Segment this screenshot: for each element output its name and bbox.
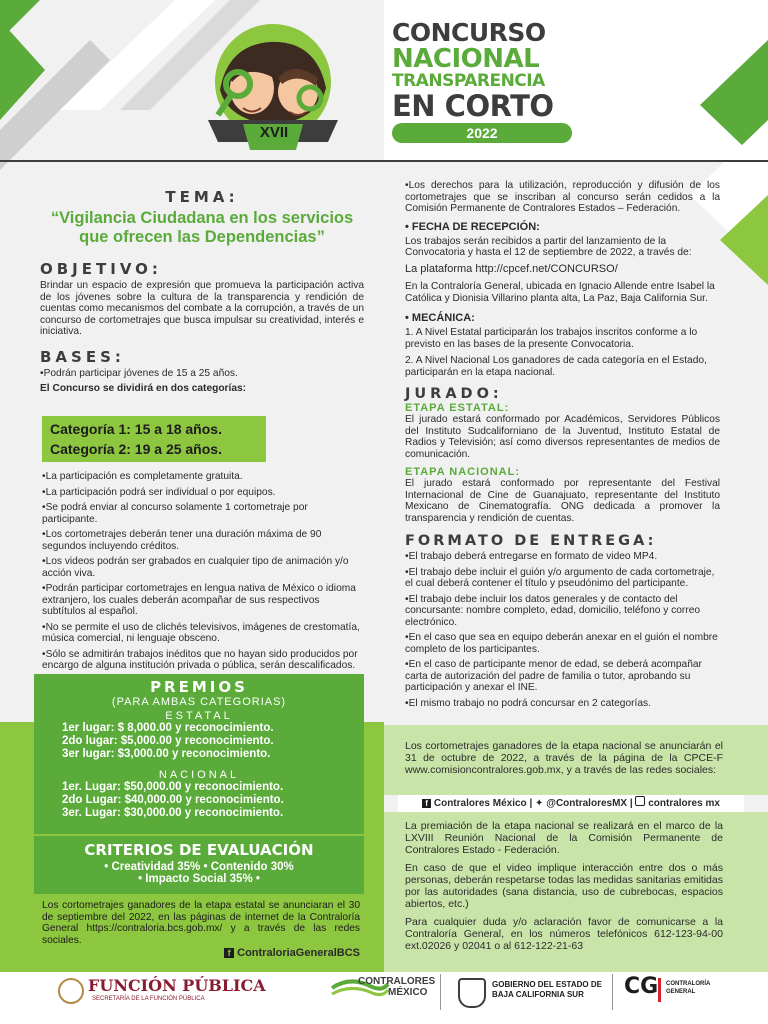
mexico-label: MÉXICO (388, 987, 428, 998)
title-en-corto: EN CORTO (392, 89, 554, 123)
dudas-text: Para cualquier duda y/o aclaración favor de comunicarse a la Contraloría General, en los números telefónicos 612-123-94-00 ext.02026 y 02041 o al 612-122-21-63 (405, 916, 723, 952)
facebook-handle: ContraloriaGeneralBCS (237, 947, 360, 959)
estatal-announcement (42, 900, 360, 959)
bases-list (42, 471, 364, 676)
social-bar (398, 795, 744, 813)
bases-item: •La participación podrá ser individual o por equipos. (42, 486, 276, 498)
objetivo-heading: OBJETIVO: (40, 260, 162, 278)
funcion-publica-sub: SECRETARÍA DE LA FUNCIÓN PÚBLICA (92, 996, 205, 1002)
premios-box (34, 674, 364, 834)
bases-item: •La participación es completamente gratuita. (42, 471, 243, 482)
year-badge (392, 123, 572, 143)
bases-item: •Los cortometrajes deberán tener una duración máxima de 90 segundos incluyendo créditos. (42, 529, 322, 552)
fecha-text: Los trabajos serán recibidos a partir del lanzamiento de la Convocatoria y hasta el 12 de septiembre de 2022, a través de: (405, 235, 692, 258)
bases-item: •Se podrá enviar al concurso solamente 1 cortometraje por participante. (42, 502, 308, 525)
formato-item: •El mismo trabajo no podrá concursar en 2 categorías. (405, 697, 651, 709)
criterios-line1: • Creatividad 35% • Contenido 30% (104, 861, 294, 873)
mecanica-heading: • MECÁNICA: (405, 312, 475, 324)
nacional-announcement-text: Los cortometrajes ganadores de la etapa nacional se anunciarán el 31 de octubre de 2022, a través de la página de la CPCE-F www.comisioncontralores.gob.mx, y a través de las redes sociales: (405, 740, 723, 776)
nacional-announcement (405, 740, 723, 776)
mecanica-2: 2. A Nivel Nacional Los ganadores de cada categoría en el Estado, participarán en la etapa nacional. (405, 355, 707, 378)
social-instagram[interactable]: contralores mx (648, 798, 720, 809)
premiacion-text: La premiación de la etapa nacional se realizará en el marco de la LXVIII Reunión Nacional de la Comisión Permanente de Contralores Estado - Federación. (405, 820, 723, 856)
twitter-icon: ✦ (535, 798, 544, 809)
prize-item: 1er. Lugar: $50,000.00 y reconocimiento. (62, 781, 284, 793)
etapa-estatal-text: El jurado estará conformado por Académicos, Servidores Públicos del Instituto Sudcaliforniano de la Juventud, Instituto Estatal de Radios y Televisión; así como diversos representantes de medios de comunicación. (405, 414, 720, 460)
formato-item: •En el caso de participante menor de edad, se deberá acompañar carta de autorización del padre de familia o tutor, aprobando su participación y anexar el INE. (405, 659, 702, 693)
cg-red-bar (658, 978, 661, 1002)
prize-item: 3er. Lugar: $30,000.00 y reconocimiento. (62, 807, 284, 819)
category-2: Categoría 2: 19 a 25 años. (50, 441, 222, 457)
instagram-icon (635, 796, 645, 806)
separator: | (629, 798, 636, 809)
premios-estatal: ESTATAL (165, 710, 233, 722)
cg-letters: CG (624, 974, 659, 999)
gobierno-line1: GOBIERNO DEL ESTADO DE (492, 980, 602, 989)
criterios-line2: • Impacto Social 35% • (138, 873, 260, 885)
facebook-icon: f (224, 948, 234, 958)
cg-logo (624, 974, 658, 999)
premios-heading: PREMIOS (150, 678, 248, 696)
title-transparencia: TRANSPARENCIA (392, 71, 545, 91)
year-label: 2022 (466, 125, 498, 141)
bases-item: •Sólo se admitirán trabajos inéditos que no hayan sido producidos por encargo de alguna institución privada o pública, serán descalificados. (42, 648, 358, 671)
bases-item: •Los videos podrán ser grabados en cualquier tipo de animación y/o acción viva. (42, 556, 349, 579)
derechos-text: •Los derechos para la utilización, reproducción y difusión de los cortometrajes que se inscriban al concurso serán cedidos a la Comisión Permanente de Contralores Estados – Federación. (405, 180, 720, 214)
formato-item: •El trabajo debe incluir el guión y/o argumento de cada cortometraje, el cual deberá contener el título y pseudónimo del participante. (405, 566, 715, 589)
header-divider (0, 160, 768, 162)
title-concurso: CONCURSO (392, 18, 546, 47)
separator: | (529, 798, 536, 809)
bases-heading: BASES: (40, 347, 125, 366)
bcs-shield-icon (458, 978, 486, 1008)
footer-divider (440, 974, 441, 1010)
prize-item: 1er lugar: $ 8,000.00 y reconocimiento. (62, 722, 274, 734)
criterios-box (34, 836, 364, 894)
funcion-publica-seal-icon (58, 978, 84, 1004)
tema-heading: TEMA: (165, 188, 239, 206)
premios-nacional: NACIONAL (158, 769, 240, 781)
prize-item: 3er lugar: $3,000.00 y reconocimiento. (62, 748, 271, 760)
bases-age: •Podrán participar jóvenes de 15 a 25 años. (40, 367, 238, 379)
objetivo-text: Brindar un espacio de expresión que promueva la participación activa de los jóvenes sobre la cultura de la transparencia y rendición de cuentas como mecanismos del combate a la corrupción, a través de un concurso de cortometrajes que busca impulsar su creatividad, interés e iniciativa. (40, 280, 364, 337)
formato-item: •En el caso que sea en equipo deberán anexar en el guión el nombre completo de los participantes. (405, 632, 718, 655)
right-column (405, 180, 720, 713)
criterios-heading: CRITERIOS DE EVALUACIÓN (84, 841, 314, 859)
title-nacional: NACIONAL (392, 44, 540, 74)
contralores-label: CONTRALORES (358, 976, 436, 987)
tema-text: “Vigilancia Ciudadana en los servicios que ofrecen las Dependencias” (50, 209, 354, 246)
formato-heading: FORMATO DE ENTREGA: (405, 533, 657, 549)
premios-sub: (PARA AMBAS CATEGORIAS) (111, 696, 287, 708)
contraloria-text: En la Contraloría General, ubicada en Ignacio Allende entre Isabel la Católica y Dionisia Villarino planta alta, La Paz, Baja California Sur. (405, 281, 715, 304)
gobierno-line2: BAJA CALIFORNIA SUR (492, 990, 584, 999)
bases-divide: El Concurso se dividirá en dos categorías: (40, 383, 247, 394)
etapa-nacional-heading: ETAPA NACIONAL: (405, 466, 521, 478)
plataforma-text: La plataforma http://cpcef.net/CONCURSO/ (405, 262, 618, 275)
funcion-publica-logo: FUNCIÓN PÚBLICA (88, 976, 266, 995)
right-lower-text (405, 820, 723, 952)
edition-label: XVII (259, 124, 289, 141)
estatal-prizes (34, 722, 364, 761)
category-1: Categoría 1: 15 a 18 años. (50, 421, 222, 437)
contest-title (392, 20, 582, 143)
prize-item: 2do Lugar: $40,000.00 y reconocimiento. (62, 794, 284, 806)
footer (0, 972, 768, 1024)
bases-item: •Podrán participar cortometrajes en lengua nativa de México o idioma extranjero, los cuales deberán acompañar de sus respectivos subtítulos al español. (42, 583, 356, 617)
sanitarias-text: En caso de que el video implique interacción entre dos o más personas, deberán respetarse todas las medidas sanitarias emitidas por las autoridades (sana distancia, uso de cubrebocas, espacios abiertos, etc.) (405, 862, 723, 910)
categories-box (42, 416, 266, 462)
footer-divider (612, 974, 613, 1010)
facebook-icon: f (422, 799, 431, 808)
cg-sub: CONTRALORÍA GENERAL (666, 981, 711, 995)
left-column (40, 188, 364, 395)
social-twitter[interactable]: @ContraloresMX (546, 798, 628, 809)
etapa-nacional-text: El jurado estará conformado por representante del Festival Internacional de Cine de Guanajuato, representante del Instituto Mexicano de Cinematografía. ONG dedicada a promover la transparencia y rendición de cuentas. (405, 478, 720, 524)
social-facebook[interactable]: Contralores México (433, 798, 527, 809)
bases-item: •No se permite el uso de clichés televisivos, imágenes de crestomatía, música comercial, ni lenguaje obsceno. (42, 621, 360, 644)
jurado-heading: JURADO: (405, 386, 503, 402)
formato-item: •El trabajo debe incluir los datos generales y de contacto del concursante: nombre completo, edad, domicilio, teléfono y correo electrónico. (405, 593, 701, 628)
nacional-prizes (34, 781, 364, 820)
mecanica-1: 1. A Nivel Estatal participarán los trabajos inscritos conforme a lo previsto en las bases de la presente Convocatoria. (405, 327, 698, 350)
fecha-heading: • FECHA DE RECEPCIÓN: (405, 220, 540, 233)
prize-item: 2do lugar: $5,000.00 y reconocimiento. (62, 735, 274, 747)
estatal-facebook-link[interactable] (42, 947, 360, 959)
etapa-estatal-heading: ETAPA ESTATAL: (405, 402, 510, 414)
formato-item: •El trabajo deberá entregarse en formato de video MP4. (405, 551, 658, 562)
estatal-announcement-text: Los cortometrajes ganadores de la etapa estatal se anunciaran el 30 de septiembre del 2022, en las páginas de internet de la Contraloría General https://contraloria.bcs.gob.mx/ y a través de las redes sociales. (42, 900, 360, 946)
